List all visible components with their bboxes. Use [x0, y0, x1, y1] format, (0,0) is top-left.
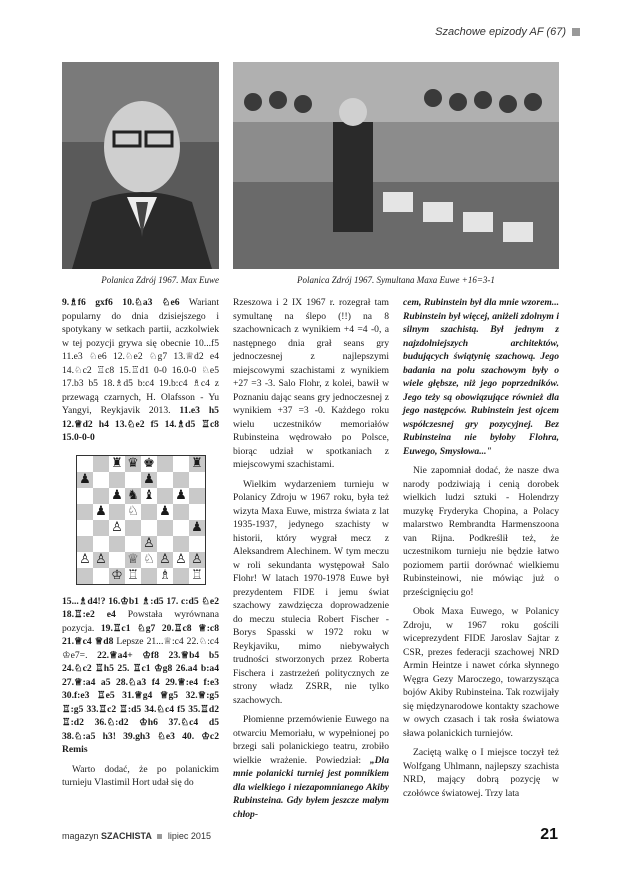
board-square: ♚ [141, 456, 157, 472]
board-square: ♙ [141, 536, 157, 552]
board-square [141, 568, 157, 584]
board-square [189, 504, 205, 520]
header-square-icon [572, 28, 580, 36]
board-square: ♟ [157, 504, 173, 520]
paragraph [62, 595, 219, 757]
column-1 [62, 296, 219, 796]
page-footer [62, 826, 558, 844]
board-square [189, 536, 205, 552]
board-square: ♝ [141, 488, 157, 504]
board-square [157, 488, 173, 504]
board-square: ♟ [189, 520, 205, 536]
board-square: ♞ [125, 488, 141, 504]
board-square: ♘ [141, 552, 157, 568]
board-square [77, 568, 93, 584]
commentary: Powstała wyrównana pozycja. [62, 609, 219, 634]
board-square: ♖ [125, 568, 141, 584]
board-square [77, 488, 93, 504]
board-square: ♙ [93, 552, 109, 568]
paragraph [62, 296, 219, 445]
section-title: Szachowe epizody AF (67) [435, 26, 566, 38]
chess-moves: 22.♕a4+ ♔f8 23.♕b4 b5 24.♘c2 ♖h5 25. ♖c1 ♔g8 26.a4 b:a4 27.♕:a4 a5 28.♘a3 f4 29.♕:e4 f:e3 30.f:e3 ♖e5 31.♕g4 ♕g5 32.♕:g5 ♖:g5 33.♖c2 ♖:d5 34.♘c4 f5 35.♖d2 ♖:d2 36.♘:d2 ♔h6 37.♘c4 d5 38.♘:a5 h3! 39.gh3 ♘e3 40. ♔c2 Remis [62, 649, 219, 755]
board-square: ♙ [173, 552, 189, 568]
paragraph: Zaciętą walkę o I miejsce toczył też Wolfgang Uhlmann, najlepszy szachista NRD, mający dobrą pozycję w czołówce światowej. Trzy lata [403, 747, 559, 799]
board-square [109, 536, 125, 552]
photo-simultaneous-exhibition [233, 62, 559, 269]
board-square: ♟ [93, 504, 109, 520]
board-square [109, 472, 125, 488]
board-square [173, 504, 189, 520]
commentary: Lepsze 21...♕:c4 22.♘:c4 ♔e7=. [62, 636, 219, 661]
board-square: ♖ [189, 568, 205, 584]
board-square: ♔ [109, 568, 125, 584]
board-square [125, 520, 141, 536]
board-square [173, 520, 189, 536]
board-square [109, 504, 125, 520]
quote: cem, Rubinstein był dla mnie wzorem... Rubinstein był więcej, aniżeli zdolnym i silnym szachistą. Był jednym z najzdolniejszych architektów, budujących świątynię szachową. Jego badania na polu szachowym były o wiele głębsze, niż jego poprzedników. Jego teży są obowiązujące również dla jego następców. Rubinstein jest ojcem współczesnej gry pozycyjnej. Bez Rubinsteina nie byłoby Flohra, Euwego, Smysłowa..." [403, 297, 559, 457]
column-2 [233, 296, 389, 827]
board-square [93, 488, 109, 504]
separator-square-icon [157, 834, 162, 839]
magazine-name: SZACHISTA [101, 831, 152, 841]
board-square [189, 488, 205, 504]
board-square: ♜ [109, 456, 125, 472]
board-square [173, 536, 189, 552]
paragraph: Obok Maxa Euwego, w Polanicy Zdroju, w 1967 roku gościli wiceprezydent FIDE Jaroslav Sajtar z CSR, prezes federacji szachowej NRD Armin Heintze i nawet córka słynnego Węgra Gezy Maroczego, towarzysząca bojów Akiby Rubinsteina. Tak rozwijały się międzynarodowe kontakty szachowe w owych czasach i tak rosła światowa sława polanickich turniejów. [403, 606, 559, 739]
caption-right: Polanica Zdrój 1967. Symultana Maxa Euwe +16=3-1 [297, 275, 495, 285]
paragraph: Wielkim wydarzeniem turnieju w Polanicy Zdroju w 1967 roku, była też wizyta Maxa Euwe, mistrza świata z lat 1935-1937, jedynego szachisty w historii, który wygrał mecz z Aleksandrem Alechinem. W tym meczu w roli sekundanta występował Salo Flohr! W latach 1970-1978 Euwe był prezydentem FIDE i jemu świat szachowy zawdzięcza doprowadzenie do meczu stulecia Robert Fischer - Borys Spasski w 1972 roku w Reykjaviku, mimo niebywałych trudności stworzonych przez Roberta Fischera i zastrzeżeń politycznych ze strony władz ZSRR, nie tylko szachowych. [233, 478, 389, 706]
board-square: ♙ [109, 520, 125, 536]
magazine-info [62, 831, 211, 841]
board-square [157, 472, 173, 488]
board-square [157, 536, 173, 552]
column-3 [403, 296, 559, 806]
board-square: ♟ [173, 488, 189, 504]
board-square: ♙ [157, 552, 173, 568]
paragraph-text: Płomienne przemówienie Euwego na otwarciu Memoriału, w wypełnionej po brzegi sali polanickiego teatru, zrobiło wielkie wrażenie. Powiedział: [233, 714, 389, 766]
board-square: ♙ [189, 552, 205, 568]
board-square [77, 536, 93, 552]
board-square [157, 456, 173, 472]
board-square [93, 536, 109, 552]
board-square [141, 504, 157, 520]
board-square [173, 568, 189, 584]
board-square [173, 456, 189, 472]
paragraph [233, 713, 389, 821]
board-square: ♗ [157, 568, 173, 584]
paragraph: Rzeszowa i 2 IX 1967 r. rozegrał tam symultanę na ślepo (!!) na 8 szachownicach z wynikiem +4 =4 -0, a następnego dnia grał seans gry jednoczesnej z najlepszymi miejscowymi szachistami z wynikiem +27 =3 -3. Salo Flohr, z kolei, bawił w Poznaniu dając seans gry jednoczesnej z wynikiem +37 =3 -0. Każdego roku wielu uczestników memoriałów Rubinsteina wędrowało po Polsce, biorąc udział w spotkaniach z miejscowymi szachistami. [233, 297, 389, 470]
board-square [93, 520, 109, 536]
quote: „Dla mnie polanicki turniej jest pomnikiem dla wielkiego i niezapomnianego Akiby Rubinsteina. Gdy byłem jeszcze małym chłop- [233, 754, 389, 820]
commentary: Wariant popularny do dnia dzisiejszego i spotykany w setkach partii, aczkolwiek w tej pozycji grywa się obecnie 10...f5 11.e3 ♘e6 12.♘e2 ♘g7 13.♕d2 e4 14.♘c2 ♖c8 15.♖d1 0-0 16.0-0 ♘e5 17.b3 b5 18.♗d5 b:c4 19.b:c4 ♗c4 z przewagą czarnych, H. Olafsson - Yu Yangyi, Reykjavik 2013. [62, 297, 219, 416]
board-square [93, 472, 109, 488]
board-square [141, 520, 157, 536]
board-square [157, 520, 173, 536]
photo-max-euwe [62, 62, 219, 269]
board-square: ♟ [77, 472, 93, 488]
chess-moves: 15...♗d4!? 16.♔b1 ♗:d5 17. c:d5 ♘e2 18.♖:e2 e4 [62, 595, 219, 620]
board-square [93, 456, 109, 472]
chess-moves: 9.♗f6 gxf6 10.♘a3 ♘e6 [62, 297, 180, 308]
paragraph: Warto dodać, że po polanickim turnieju Vlastimil Hort udał się do [62, 763, 219, 788]
board-square: ♛ [125, 456, 141, 472]
board-square [93, 568, 109, 584]
running-header [435, 26, 580, 38]
board-square: ♘ [125, 504, 141, 520]
board-square [77, 456, 93, 472]
issue-date: lipiec 2015 [167, 831, 211, 841]
chess-diagram [76, 455, 206, 585]
board-square [173, 472, 189, 488]
board-square [125, 472, 141, 488]
magazine-prefix: magazyn [62, 831, 99, 841]
board-square: ♕ [125, 552, 141, 568]
paragraph: Nie zapomniał dodać, że nasze dwa narody podziwiają i cenią dorobek wielkich ludzi sztuki - Holendrzy muzykę Fryderyka Chopina, a Polacy malarstwo Rembrandta Harmenszoona van Rijna. Podkreślił też, że uczestnikom turnieju nie będzie łatwo poziomem partii dorównać wielkiemu Rubinsteinowi, nie mówiąc już o prześcignięciu go! [403, 465, 559, 598]
board-square [109, 552, 125, 568]
chess-moves: 19.♖c1 ♘g7 20.♖c8 ♕:c8 21.♕c4 ♕d8 [62, 622, 219, 647]
board-square: ♜ [189, 456, 205, 472]
page-number: 21 [540, 826, 558, 843]
chess-board [77, 456, 205, 584]
board-square [77, 520, 93, 536]
board-square [77, 504, 93, 520]
board-square: ♟ [141, 472, 157, 488]
board-square: ♟ [109, 488, 125, 504]
board-square: ♙ [77, 552, 93, 568]
board-square [125, 536, 141, 552]
board-square [189, 472, 205, 488]
chess-moves: 11.e3 h5 12.♕d2 h4 13.♘e2 f5 14.♗d5 ♖c8 15.0-0-0 [62, 405, 219, 443]
caption-left: Polanica Zdrój 1967. Max Euwe [101, 275, 219, 285]
